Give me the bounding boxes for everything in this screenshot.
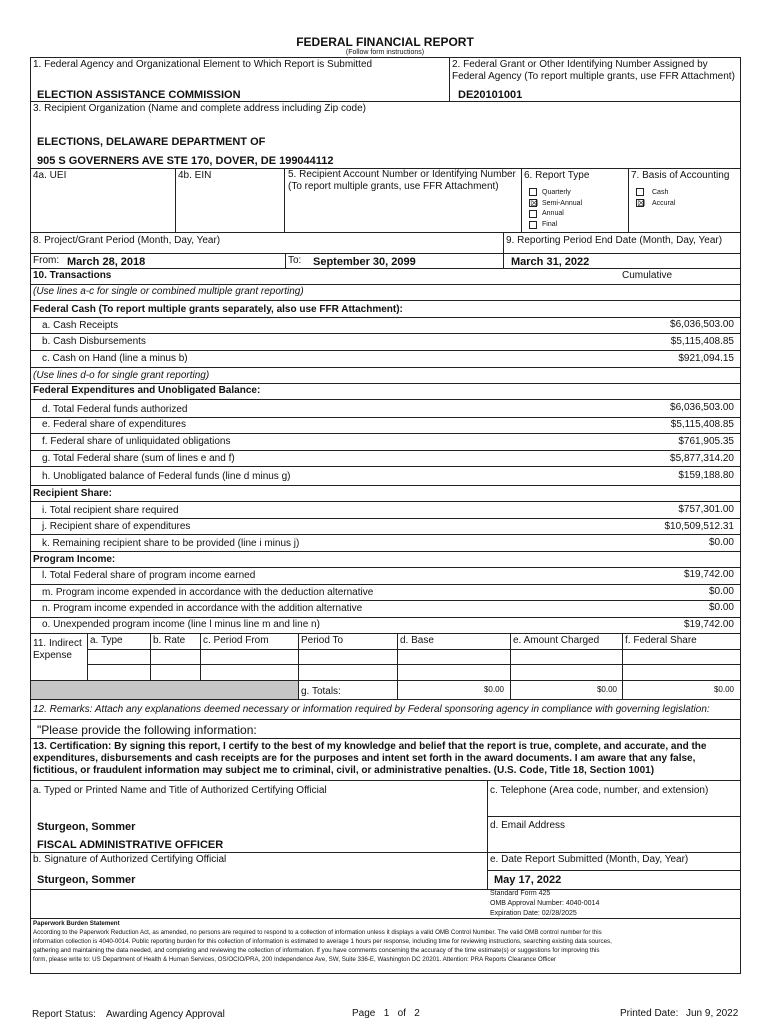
line-l-label: l. Total Federal share of program income earned [42, 570, 256, 581]
recipient-address-value: 905 S GOVERNERS AVE STE 170, DOVER, DE 199044112 [37, 155, 334, 167]
line-l-value: $19,742.00 [683, 569, 734, 580]
certifier-title-value: FISCAL ADMINISTRATIVE OFFICER [37, 839, 224, 851]
signature-label: b. Signature of Authorized Certifying Official [33, 854, 227, 865]
line-h-label: h. Unobligated balance of Federal funds (line d minus g) [42, 471, 291, 482]
line-f-label: f. Federal share of unliquidated obligations [42, 436, 231, 447]
paperwork-line-2: information collection is 4040-0014. Public reporting burden for this collection of information is estimated to average 1 hours per response, including time for reviewing instructions, searching existing data sources, [33, 938, 612, 945]
telephone-label: c. Telephone (Area code, number, and extension) [490, 785, 709, 796]
box4b-label: 4b. EIN [178, 170, 212, 181]
certifier-name-label: a. Typed or Printed Name and Title of Authorized Certifying Official [33, 785, 327, 796]
col-period-from-header: c. Period From [203, 635, 269, 646]
line-a-label: a. Cash Receipts [42, 320, 119, 331]
report-status-value: Awarding Agency Approval [106, 1009, 225, 1020]
certification-line-1: 13. Certification: By signing this report, I certify to the best of my knowledge and belief that the report is true, complete, and accurate, and the [33, 741, 707, 752]
box6-label: 6. Report Type [524, 170, 590, 181]
option-accural-label: Accural [652, 200, 676, 207]
checkbox-final[interactable] [529, 221, 537, 229]
totals-shaded-cell [31, 681, 298, 699]
box5-label-1: 5. Recipient Account Number or Identifying Number [288, 169, 516, 180]
paperwork-line-3: gathering and maintaining the data needed, and completing and reviewing the collection of information. If you have comments concerning the accuracy of the time estimate(s) or suggestions for improving this [33, 947, 600, 954]
recipient-share-heading: Recipient Share: [33, 488, 112, 499]
certification-line-2: expenditures, disbursements and cash receipts are for the purposes and intent set forth in the award documents. I am aware that any false, [33, 753, 696, 764]
col-amount-charged-header: e. Amount Charged [513, 635, 600, 646]
line-g-label: g. Total Federal share (sum of lines e and f) [42, 453, 235, 464]
form-title: FEDERAL FINANCIAL REPORT [296, 35, 474, 49]
box5-label-2: (To report multiple grants, use FFR Attachment) [288, 181, 499, 192]
option-semi-annual-label: Semi-Annual [542, 200, 583, 207]
line-n-value: $0.00 [708, 602, 734, 613]
option-quarterly-label: Quarterly [542, 189, 571, 196]
date-submitted-label: e. Date Report Submitted (Month, Day, Year) [490, 854, 689, 865]
form-subtitle: (Follow form instructions) [345, 49, 425, 56]
cumulative-header: Cumulative [622, 270, 673, 281]
line-j-label: j. Recipient share of expenditures [42, 521, 191, 532]
note-lines-d-o: (Use lines d-o for single grant reporting) [33, 370, 210, 381]
box11-label-1: 11. Indirect [33, 638, 82, 649]
program-income-heading: Program Income: [33, 554, 116, 565]
to-label: To: [288, 255, 302, 266]
expenditures-heading: Federal Expenditures and Unobligated Balance: [33, 385, 261, 396]
line-b-label: b. Cash Disbursements [42, 336, 146, 347]
line-e-value: $5,115,408.85 [670, 419, 734, 430]
line-i-value: $757,301.00 [678, 504, 734, 515]
col-period-to-header: Period To [301, 635, 344, 646]
line-o-value: $19,742.00 [683, 619, 734, 630]
totals-label: g. Totals: [301, 686, 341, 697]
checkbox-accural[interactable]: ☒ [637, 198, 646, 208]
omb-number: OMB Approval Number: 4040-0014 [490, 900, 600, 907]
box12-label: 12. Remarks: Attach any explanations deemed necessary or information required by Federal sponsoring agency in compliance with governing legislation: [33, 704, 710, 715]
line-i-label: i. Total recipient share required [42, 505, 179, 516]
option-annual-label: Annual [542, 210, 564, 217]
box4a-label: 4a. UEI [33, 170, 67, 181]
box7-label: 7. Basis of Accounting [631, 170, 730, 181]
line-n-label: n. Program income expended in accordance with the addition alternative [42, 603, 363, 614]
line-m-value: $0.00 [708, 586, 734, 597]
from-label: From: [33, 255, 60, 266]
checkbox-cash[interactable] [636, 188, 644, 196]
signature-value: Sturgeon, Sommer [37, 874, 136, 886]
printed-date-label: Printed Date: [620, 1008, 679, 1019]
line-f-value: $761,905.35 [678, 436, 734, 447]
col-rate-header: b. Rate [153, 635, 186, 646]
line-g-value: $5,877,314.20 [670, 453, 734, 464]
paperwork-line-4: form, please write to: US Department of Health & Human Services, OS/OCIO/PRA, 200 Independence Ave, SW, Suite 336-E, Washington DC 20201. Attention: PRA Reports Clearance Officer [33, 956, 556, 963]
total-base-value: $0.00 [483, 685, 504, 694]
col-type-header: a. Type [90, 635, 123, 646]
total-federal-share-value: $0.00 [713, 685, 734, 694]
line-c-value: $921,094.15 [678, 353, 734, 364]
page-indicator: Page 1 of 2 [352, 1008, 420, 1019]
col-federal-share-header: f. Federal Share [625, 635, 697, 646]
remarks-value: "Please provide the following information: [37, 723, 257, 737]
line-c-label: c. Cash on Hand (line a minus b) [42, 353, 188, 364]
note-lines-a-c: (Use lines a-c for single or combined multiple grant reporting) [33, 286, 304, 297]
line-e-label: e. Federal share of expenditures [42, 419, 186, 430]
report-status-label: Report Status: [32, 1009, 96, 1020]
checkbox-annual[interactable] [529, 210, 537, 218]
certifier-name-value: Sturgeon, Sommer [37, 821, 136, 833]
line-k-value: $0.00 [708, 537, 734, 548]
paperwork-title: Paperwork Burden Statement [33, 920, 120, 927]
line-a-value: $6,036,503.00 [670, 319, 734, 330]
line-d-label: d. Total Federal funds authorized [42, 404, 188, 415]
date-submitted-value: May 17, 2022 [494, 874, 562, 886]
to-date-value: September 30, 2099 [313, 256, 416, 268]
email-label: d. Email Address [490, 820, 566, 831]
line-o-label: o. Unexpended program income (line l minus line m and line n) [42, 619, 320, 630]
box2-label-1: 2. Federal Grant or Other Identifying Number Assigned by [452, 59, 708, 70]
box1-label: 1. Federal Agency and Organizational Element to Which Report is Submitted [33, 59, 373, 70]
total-amount-charged-value: $0.00 [596, 685, 617, 694]
federal-cash-heading: Federal Cash (To report multiple grants separately, also use FFR Attachment): [33, 304, 403, 315]
paperwork-line-1: According to the Paperwork Reduction Act, as amended, no persons are required to respond to a collection of information unless it displays a valid OMB Control Number. The valid OMB control number for this [33, 929, 602, 936]
printed-date-value: Jun 9, 2022 [686, 1008, 739, 1019]
option-cash-label: Cash [652, 189, 669, 196]
line-k-label: k. Remaining recipient share to be provided (line i minus j) [42, 538, 300, 549]
recipient-name-value: ELECTIONS, DELAWARE DEPARTMENT OF [37, 136, 266, 148]
reporting-end-date-value: March 31, 2022 [511, 256, 590, 268]
box3-label: 3. Recipient Organization (Name and complete address including Zip code) [33, 103, 366, 114]
grant-number-value: DE20101001 [458, 89, 523, 101]
transactions-title: 10. Transactions [33, 270, 112, 281]
expiration-date: Expiration Date: 02/28/2025 [490, 910, 577, 917]
line-b-value: $5,115,408.85 [670, 336, 734, 347]
box9-label: 9. Reporting Period End Date (Month, Day, Year) [506, 235, 723, 246]
checkbox-semi-annual[interactable]: ☒ [530, 198, 539, 208]
form-number: Standard Form 425 [490, 890, 551, 897]
option-final-label: Final [542, 221, 558, 228]
certification-line-3: fictitious, or fraudulent information may subject me to criminal, civil, or administrative penalties. (U.S. Code, Title 18, Section 1001) [33, 765, 655, 776]
box8-label: 8. Project/Grant Period (Month, Day, Year) [33, 235, 221, 246]
box11-label-2: Expense [33, 650, 72, 661]
checkbox-quarterly[interactable] [529, 188, 537, 196]
col-base-header: d. Base [400, 635, 434, 646]
line-m-label: m. Program income expended in accordance with the deduction alternative [42, 587, 374, 598]
line-h-value: $159,188.80 [678, 470, 734, 481]
box2-label-2: Federal Agency (To report multiple grants, use FFR Attachment) [452, 71, 735, 82]
from-date-value: March 28, 2018 [67, 256, 146, 268]
line-d-value: $6,036,503.00 [670, 402, 734, 413]
line-j-value: $10,509,512.31 [664, 521, 734, 532]
agency-value: ELECTION ASSISTANCE COMMISSION [37, 89, 241, 101]
